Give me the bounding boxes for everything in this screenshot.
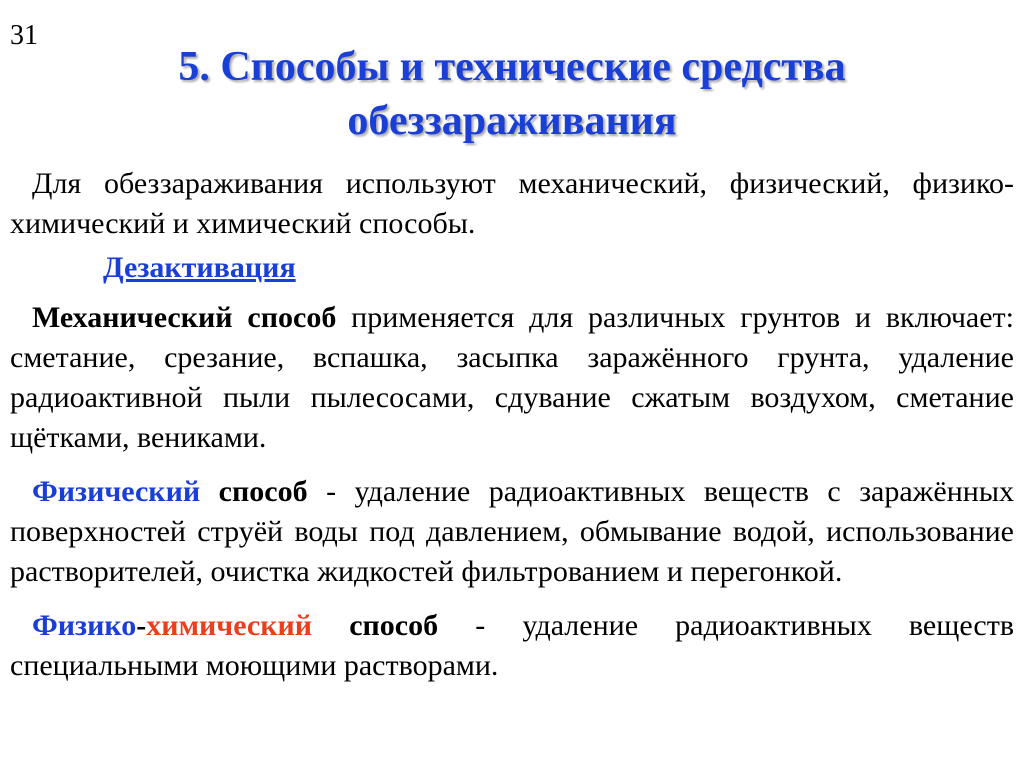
physical-term: Физический [32, 475, 201, 508]
physchem-term-suffix: способ [312, 609, 439, 642]
link-row [103, 248, 1014, 288]
mechanical-term: Механический способ [32, 301, 337, 334]
physchem-term-dash: - [136, 609, 147, 642]
deactivation-link[interactable]: Дезактивация [103, 251, 296, 284]
physical-term-suffix: способ [200, 475, 308, 508]
physchem-term-part1: Физико [32, 609, 137, 642]
slide-content [10, 164, 1014, 686]
title-line-2: обеззараживания [347, 98, 677, 144]
physical-text: - удаление радиоактивных веществ с заражённых поверхностей струёй воды под давлением, обмывание водой, использование растворителей, очистка жидкостей фильтрованием и перегонкой. [10, 475, 1014, 588]
mechanical-paragraph [10, 298, 1014, 458]
physchem-text: - удаление радиоактивных веществ специальными моющими растворами. [10, 609, 1014, 682]
intro-paragraph: Для обеззараживания используют механический, физический, физико-химический и химический способы. [10, 167, 1014, 240]
physical-paragraph [10, 472, 1014, 592]
title-line-1: 5. Способы и технические средства [178, 44, 846, 90]
physchem-paragraph [10, 606, 1014, 686]
page-number: 31 [10, 20, 38, 51]
physchem-term-part2: химический [146, 609, 313, 642]
mechanical-text: применяется для различных грунтов и включает: сметание, срезание, вспашка, засыпка заражённого грунта, удаление радиоактивной пыли пылесосами, сдувание сжатым воздухом, сметание щётками, вениками. [10, 301, 1014, 454]
slide-title [0, 40, 1024, 148]
